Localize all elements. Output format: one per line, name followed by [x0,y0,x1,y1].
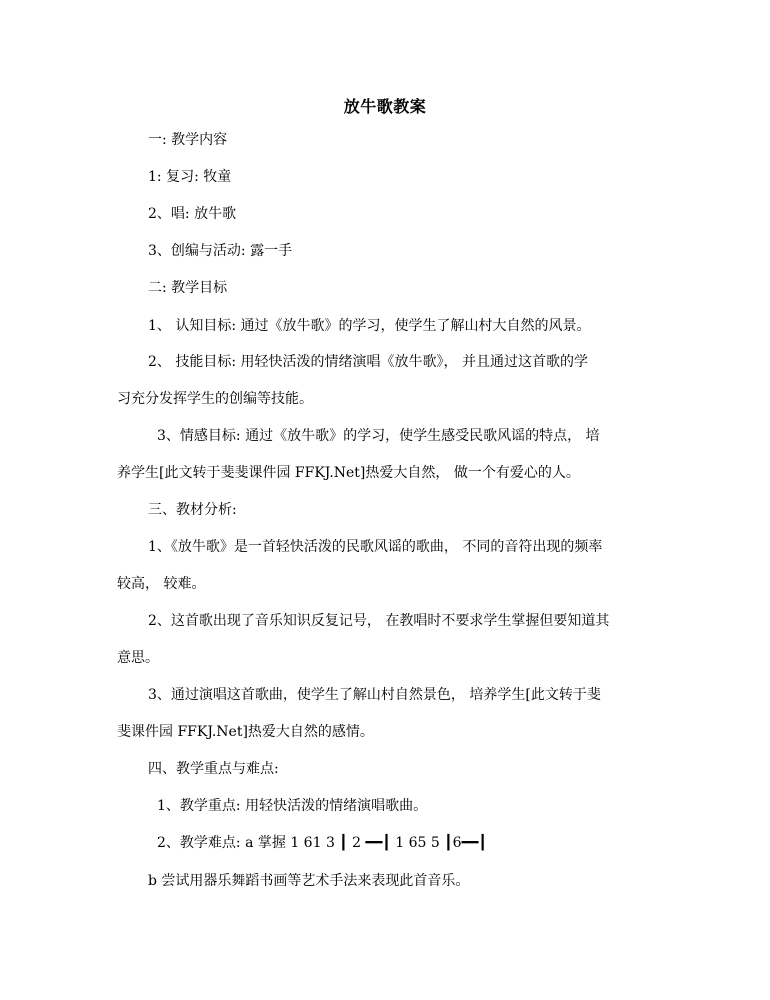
content-item-2: 2、唱: 放牛歌 [148,206,237,222]
analysis-3-line-1: 3、通过演唱这首歌曲，使学生了解山村自然景色， 培养学生[此文转于斐 [148,687,601,703]
difficult-point-a: 2、教学难点: a 掌握 1 61 3 ┃ 2 ━━┃ 1 65 5 ┃6━━┃ [157,835,487,851]
section-heading-key-points: 四、教学重点与难点: [148,761,279,777]
goal-cognitive: 1、 认知目标: 通过《放牛歌》的学习，使学生了解山村大自然的风景。 [148,318,591,334]
goal-skill-line-2: 习充分发挥学生的创编等技能。 [117,391,313,407]
goal-emotion-line-2: 养学生[此文转于斐斐课件园 FFKJ.Net]热爱大自然， 做一个有爱心的人。 [117,465,580,481]
goal-emotion-line-1: 3、情感目标: 通过《放牛歌》的学习，使学生感受民歌风谣的特点， 培 [157,428,600,444]
section-heading-goals: 二: 教学目标 [148,280,228,296]
content-item-3: 3、创编与活动: 露一手 [148,243,293,259]
analysis-2-line-1: 2、这首歌出现了音乐知识反复记号， 在教唱时不要求学生掌握但要知道其 [148,613,610,629]
difficult-point-b: b 尝试用器乐舞蹈书画等艺术手法来表现此首音乐。 [148,873,470,889]
analysis-1-line-2: 较高， 较难。 [117,576,206,592]
document-title: 放牛歌教案 [343,97,427,116]
content-item-1: 1: 复习: 牧童 [148,169,232,185]
analysis-3-line-2: 斐课件园 FFKJ.Net]热爱大自然的感情。 [117,724,374,740]
goal-skill-line-1: 2、 技能目标: 用轻快活泼的情绪演唱《放牛歌》， 并且通过这首歌的学 [148,354,588,370]
analysis-2-line-2: 意思。 [117,650,159,666]
key-point: 1、教学重点: 用轻快活泼的情绪演唱歌曲。 [157,798,428,814]
analysis-1-line-1: 1、《放牛歌》是一首轻快活泼的民歌风谣的歌曲， 不同的音符出现的频率 [148,539,603,555]
section-heading-analysis: 三、教材分析: [148,502,237,518]
section-heading-content: 一: 教学内容 [148,132,228,148]
